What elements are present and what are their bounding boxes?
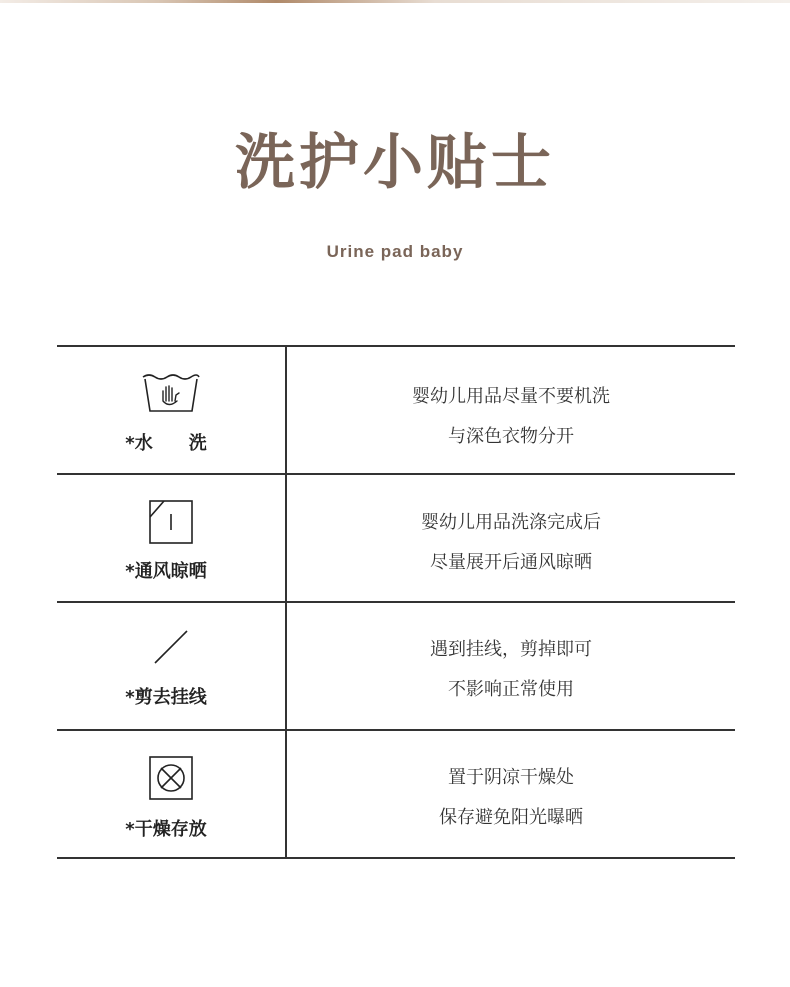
care-description-cell (287, 603, 735, 729)
care-description-line: 婴幼儿用品尽量不要机洗 (412, 386, 610, 407)
care-label: *水 洗 (125, 433, 207, 454)
hand-wash-icon (141, 371, 201, 419)
page-subtitle: Urine pad baby (326, 242, 464, 261)
care-row-hand-wash (57, 345, 735, 473)
care-description-cell (287, 731, 735, 857)
care-tips-table (57, 345, 735, 859)
care-description-line: 保存避免阳光曝晒 (439, 807, 583, 828)
care-symbol-cell (57, 731, 285, 857)
care-description-line: 与深色衣物分开 (448, 426, 574, 447)
care-symbol-cell (57, 347, 285, 473)
line-dry-icon (148, 499, 194, 549)
care-label: *剪去挂线 (125, 687, 207, 708)
care-label: *通风晾晒 (125, 561, 207, 582)
page-title: 洗护小贴士 (235, 128, 555, 198)
cut-thread-icon (151, 627, 191, 671)
care-description-cell (287, 475, 735, 601)
care-description-line: 不影响正常使用 (448, 679, 574, 700)
care-row-line-dry (57, 473, 735, 601)
care-description-line: 尽量展开后通风晾晒 (430, 552, 592, 573)
care-symbol-cell (57, 475, 285, 601)
care-description-line: 婴幼儿用品洗涤完成后 (421, 512, 601, 533)
care-description-cell (287, 347, 735, 473)
care-symbol-cell (57, 603, 285, 729)
care-description-line: 置于阴凉干燥处 (448, 767, 574, 788)
care-label: *干燥存放 (125, 819, 207, 840)
care-row-cut-thread (57, 601, 735, 729)
no-tumble-dry-icon (148, 755, 194, 805)
top-decorative-bar (0, 0, 790, 3)
care-row-dry-storage (57, 729, 735, 859)
care-description-line: 遇到挂线，剪掉即可 (430, 639, 592, 660)
